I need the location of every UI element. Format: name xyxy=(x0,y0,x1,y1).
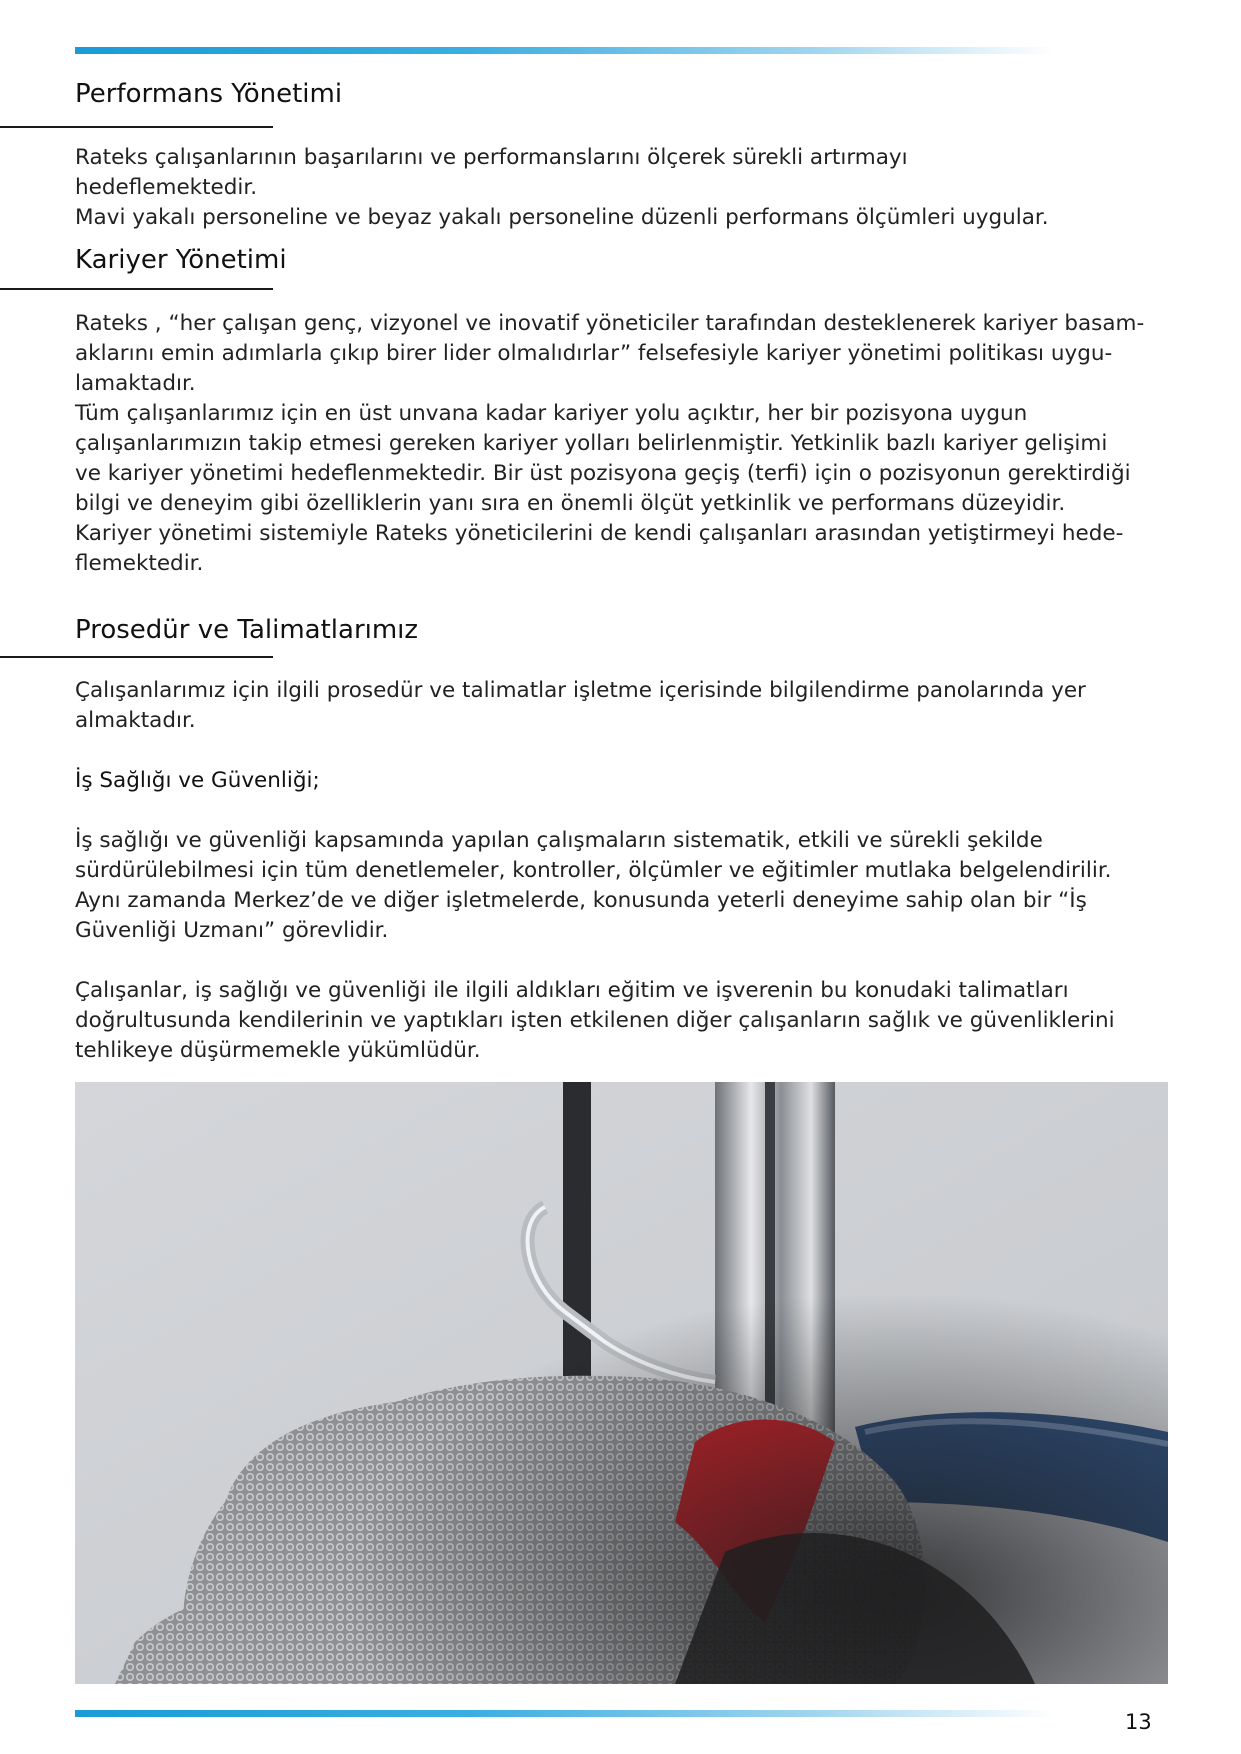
procedures-body: Çalışanlarımız için ilgili prosedür ve talimatlar işletme içerisinde bilgilendirme panolarında yer almaktadır. xyxy=(75,678,1086,733)
performance-heading: Performans Yönetimi xyxy=(75,79,343,109)
career-heading-rule xyxy=(0,288,273,290)
safety-body-2: Çalışanlar, iş sağlığı ve güvenliği ile ilgili aldıkları eğitim ve işverenin bu konudaki talimatları doğrultusunda kendilerinin ve yaptıkları işten etkilenen diğer çalışanların sağlık ve güvenliklerini tehlikeye düşürmemekle yükümlüdür. xyxy=(75,978,1115,1063)
top-accent-bar xyxy=(75,47,1055,54)
bottom-accent-bar xyxy=(75,1710,1055,1717)
performance-heading-rule xyxy=(0,126,273,128)
glove-illustration xyxy=(75,1082,1168,1684)
safety-subheading: İş Sağlığı ve Güvenliği; xyxy=(75,768,320,793)
procedures-heading-rule xyxy=(0,656,273,658)
career-heading: Kariyer Yönetimi xyxy=(75,245,287,275)
safety-body-1: İş sağlığı ve güvenliği kapsamında yapılan çalışmaların sistematik, etkili ve sürekli şekilde sürdürülebilmesi için tüm denetlemeler, kontroller, ölçümler ve eğitimler mutlaka belgelendirilir. Aynı zamanda Merkez’de ve diğer işletmelerde, konusunda yeterli deneyime sahip olan bir “İş Güvenliği Uzmanı” görevlidir. xyxy=(75,828,1112,943)
page-number: 13 xyxy=(1125,1710,1152,1734)
procedures-heading: Prosedür ve Talimatlarımız xyxy=(75,615,419,645)
career-body: Rateks , “her çalışan genç, vizyonel ve inovatif yöneticiler tarafından desteklenerek kariyer basam- aklarını emin adımlarla çıkıp birer lider olmalıdırlar” felsefesiyle kariyer yönetimi politikası uygu- lamaktadır. Tüm çalışanlarımız için en üst unvana kadar kariyer yolu açıktır, her bir pozisyona uygun çalışanlarımızın takip etmesi gereken kariyer yolları belirlenmiştir. Yetkinlik bazlı kariyer gelişimi ve kariyer yönetimi hedeflenmektedir. Bir üst pozisyona geçiş (terfi) için o pozisyonun gerektirdiği bilgi ve deneyim gibi özelliklerin yanı sıra en önemli ölçüt yetkinlik ve performans düzeyidir. Kariyer yönetimi sistemiyle Rateks yöneticilerini de kendi çalışanları arasından yetiştirmeyi hede- flemektedir. xyxy=(75,311,1145,576)
performance-body: Rateks çalışanlarının başarılarını ve performanslarını ölçerek sürekli artırmayı hedeflemektedir. Mavi yakalı personeline ve beyaz yakalı personeline düzenli performans ölçümleri uygular. xyxy=(75,145,1049,230)
safety-glove-photo xyxy=(75,1082,1168,1684)
